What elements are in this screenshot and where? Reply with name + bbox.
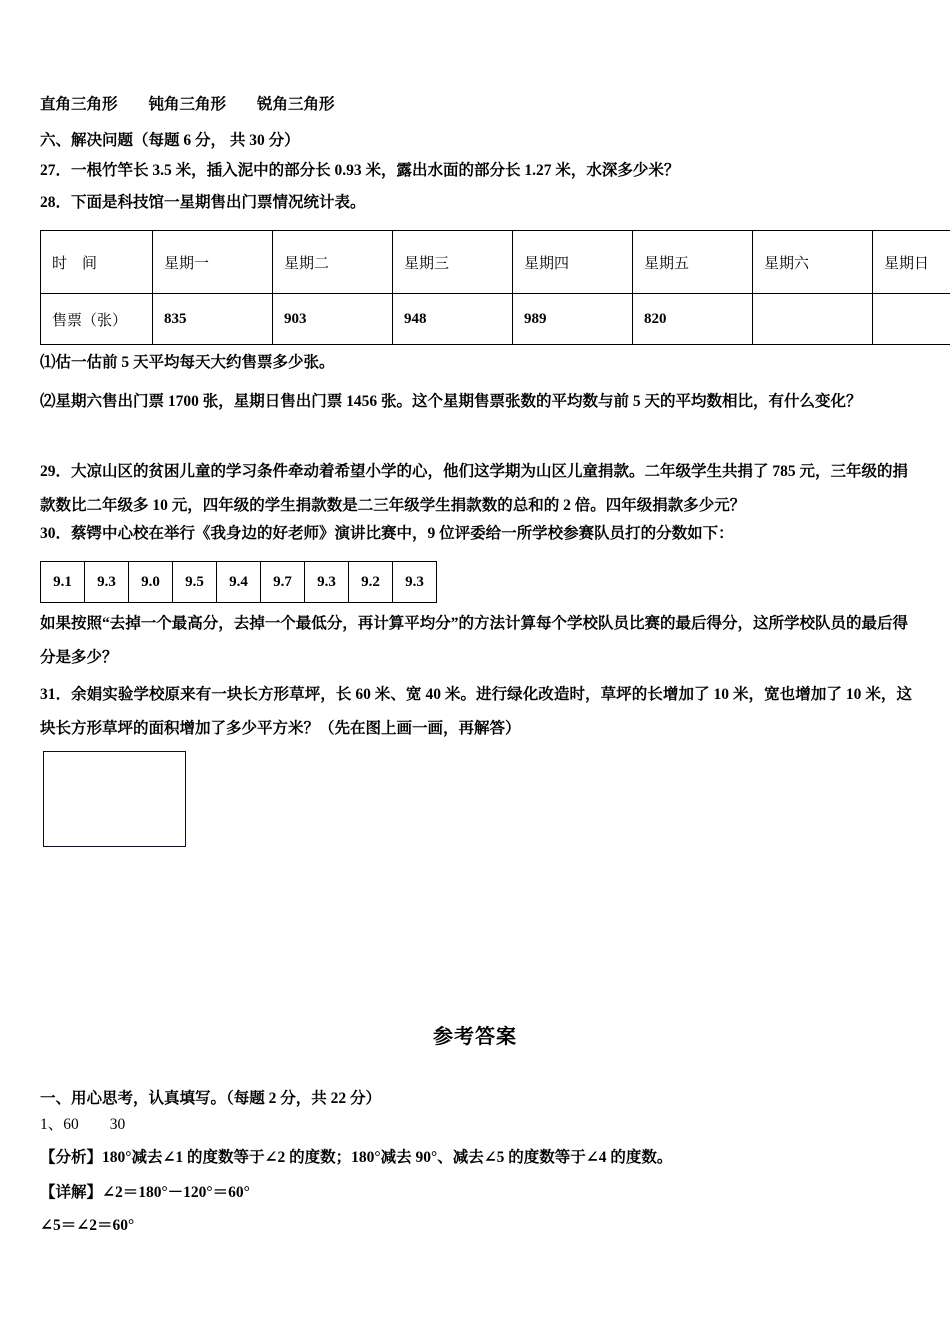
table-row: [41, 562, 437, 603]
ticket-sales-table-wrapper: [40, 230, 930, 345]
score-cell-2: 9.3: [85, 562, 129, 603]
ticket-table-cell-tue: 903: [273, 294, 393, 345]
question-29: 29．大凉山区的贫困儿童的学习条件牵动着希望小学的心，他们这学期为山区儿童捐款。二年级学生共捐了 785 元，三年级的捐款数比二年级多 10 元，四年级的学生捐款数是二三年级学生捐款数的总和的 2 倍。四年级捐款多少元？: [40, 463, 909, 515]
question-28-intro: 28．下面是科技馆一星期售出门票情况统计表。: [40, 194, 366, 211]
triangle-options-row: 直角三角形 钝角三角形 锐角三角形: [40, 96, 335, 113]
score-cell-3: 9.0: [129, 562, 173, 603]
ticket-table-row-label-time: 时 间: [41, 231, 153, 294]
question-27-number: 27．: [40, 162, 72, 179]
answers-section-title: 参考答案: [433, 1026, 517, 1048]
score-cell-5: 9.4: [217, 562, 261, 603]
answer-detail-line-2: ∠5＝∠2＝60°: [40, 1217, 135, 1234]
ticket-table-header-sat: 星期六: [753, 231, 873, 294]
table-row-header: [41, 231, 950, 294]
ticket-table-header-sun: 星期日: [873, 231, 950, 294]
ticket-table-cell-sat: [753, 294, 873, 345]
ticket-sales-table: [40, 230, 950, 345]
answer-analysis-1: 【分析】180°减去∠1 的度数等于∠2 的度数；180°减去 90°、减去∠5 的度数等于∠4 的度数。: [40, 1149, 673, 1166]
answers-section-one-heading: 一、用心思考，认真填写。（每题 2 分，共 22 分）: [40, 1090, 382, 1107]
question-27-text: 一根竹竿长 3.5 米，插入泥中的部分长 0.93 米，露出水面的部分长 1.27 米，水深多少米？: [71, 162, 680, 179]
table-row-data: [41, 294, 950, 345]
answer-item-1: 1、60 30: [40, 1116, 126, 1133]
question-31: 31．余娟实验学校原来有一块长方形草坪，长 60 米、宽 40 米。进行绿化改造时，草坪的长增加了 10 米，宽也增加了 10 米，这块长方形草坪的面积增加了多少平方米？（先在图上画一画，再解答）: [40, 686, 912, 738]
ticket-table-header-mon: 星期一: [153, 231, 273, 294]
ticket-table-cell-sun: [873, 294, 950, 345]
score-cell-7: 9.3: [305, 562, 349, 603]
ticket-table-header-thu: 星期四: [513, 231, 633, 294]
score-cell-6: 9.7: [261, 562, 305, 603]
question-27: [40, 158, 679, 180]
section-six-heading: 六、解决问题（每题 6 分， 共 30 分）: [40, 132, 300, 149]
ticket-table-cell-wed: 948: [393, 294, 513, 345]
score-cell-1: 9.1: [41, 562, 85, 603]
answer-detail-line-1: 【详解】∠2＝180°－120°＝60°: [40, 1184, 250, 1201]
question-30-intro: 30．蔡锷中心校在举行《我身边的好老师》演讲比赛中，9 位评委给一所学校参赛队员打的分数如下：: [40, 525, 734, 542]
question-30-note: 如果按照“去掉一个最高分，去掉一个最低分，再计算平均分”的方法计算每个学校队员比赛的最后得分，这所学校队员的最后得分是多少？: [40, 615, 909, 667]
ticket-table-cell-mon: 835: [153, 294, 273, 345]
drawing-answer-box: [43, 751, 186, 847]
score-cell-8: 9.2: [349, 562, 393, 603]
ticket-table-cell-fri: 820: [633, 294, 753, 345]
ticket-table-header-tue: 星期二: [273, 231, 393, 294]
score-cell-4: 9.5: [173, 562, 217, 603]
score-cell-9: 9.3: [393, 562, 437, 603]
ticket-table-cell-thu: 989: [513, 294, 633, 345]
ticket-table-row-label-sales: 售票（张）: [41, 294, 153, 345]
judge-scores-table-wrapper: [40, 561, 437, 603]
question-28-sub-1: ⑴估一估前 5 天平均每天大约售票多少张。: [40, 354, 335, 371]
judge-scores-table: [40, 561, 437, 603]
question-28-sub-2: ⑵星期六售出门票 1700 张，星期日售出门票 1456 张。这个星期售票张数的平均数与前 5 天的平均数相比，有什么变化？: [40, 393, 862, 410]
ticket-table-header-fri: 星期五: [633, 231, 753, 294]
ticket-table-header-wed: 星期三: [393, 231, 513, 294]
